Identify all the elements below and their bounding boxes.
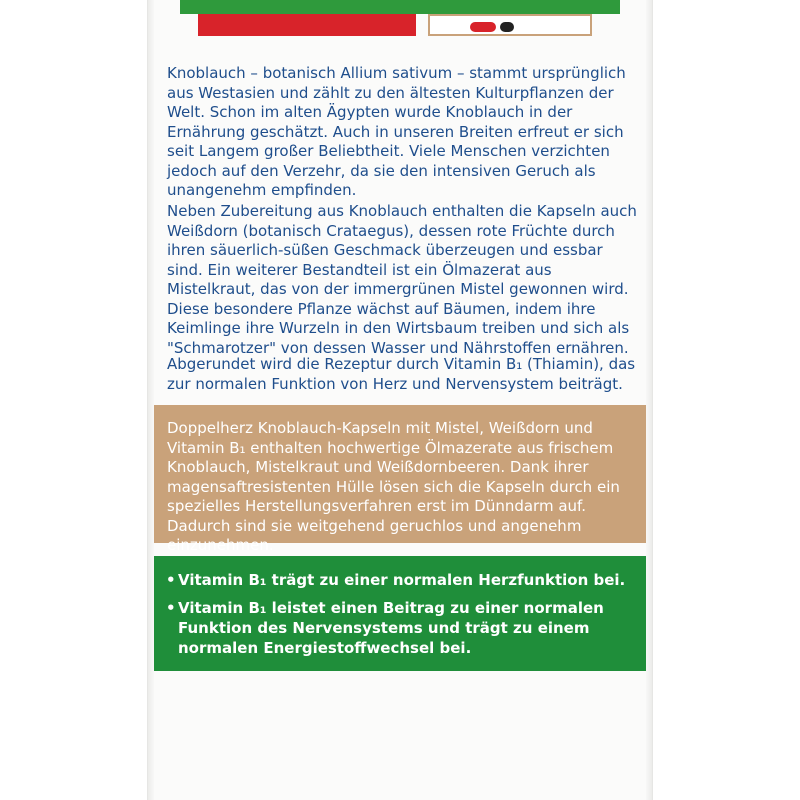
intro-paragraph-2: Neben Zubereitung aus Knoblauch enthalten die Kapseln auch Weißdorn (botanisch Crataegus), dessen rote Früchte durch ihren säuerlich-süßen Geschmack überzeugen und essbar sind. Ein weiterer Bestandteil ist ein Ölmazerat aus Mistelkraut, das von der immergrünen Mistel gewonnen wird. Diese besondere Pflanze wächst auf Bäumen, indem ihre Keimlinge ihre Wurzeln in den Wirtsbaum treiben und sich als "Schmarotzer" von dessen Wasser und Nährstoffen ernähren. <box>167 202 637 357</box>
package-right-edge <box>646 0 652 800</box>
health-claims-panel <box>154 556 646 671</box>
flap-green-band <box>180 0 620 14</box>
product-description-text: Doppelherz Knoblauch-Kapseln mit Mistel, Weißdorn und Vitamin B₁ enthalten hochwertige Ölmazerate aus frischem Knoblauch, Mistelkraut und Weißdornbeeren. Dank ihrer magensaftresistenten Hülle lösen sich die Kapseln durch ein spezielles Herstellungsverfahren erst im Dünndarm auf. Dadurch sind sie weitgehend geruchlos und angenehm einzunehmen. <box>167 419 620 554</box>
health-claim-item <box>166 598 636 658</box>
bullet-dot-icon: • <box>166 571 176 589</box>
package-top-flap <box>160 0 640 40</box>
logo-heart-mark <box>470 22 496 32</box>
health-claim-item <box>166 570 636 590</box>
intro-paragraph-3: Abgerundet wird die Rezeptur durch Vitamin B₁ (Thiamin), das zur normalen Funktion von Herz und Nervensystem beiträgt. <box>167 355 636 393</box>
flap-red-band <box>198 14 416 36</box>
package-left-edge <box>148 0 154 800</box>
health-claim-text: Vitamin B₁ trägt zu einer normalen Herzfunktion bei. <box>178 571 626 589</box>
logo-dark-mark <box>500 22 514 32</box>
flap-logo-badge <box>428 14 592 36</box>
health-claim-text: Vitamin B₁ leistet einen Beitrag zu einer normalen Funktion des Nervensystems und trägt zu einem normalen Energiestoffwechsel bei. <box>178 599 604 657</box>
product-description-panel <box>154 405 646 554</box>
bullet-dot-icon: • <box>166 599 176 617</box>
intro-paragraph-1: Knoblauch – botanisch Allium sativum – stammt ursprünglich aus Westasien und zählt zu den ältesten Kulturpflanzen der Welt. Schon im alten Ägypten wurde Knoblauch in der Ernährung geschätzt. Auch in unseren Breiten erfreut er sich seit Langem großer Beliebtheit. Viele Menschen verzichten jedoch auf den Verzehr, da sie den intensiven Geruch als unangenehm empfinden. <box>167 64 626 199</box>
